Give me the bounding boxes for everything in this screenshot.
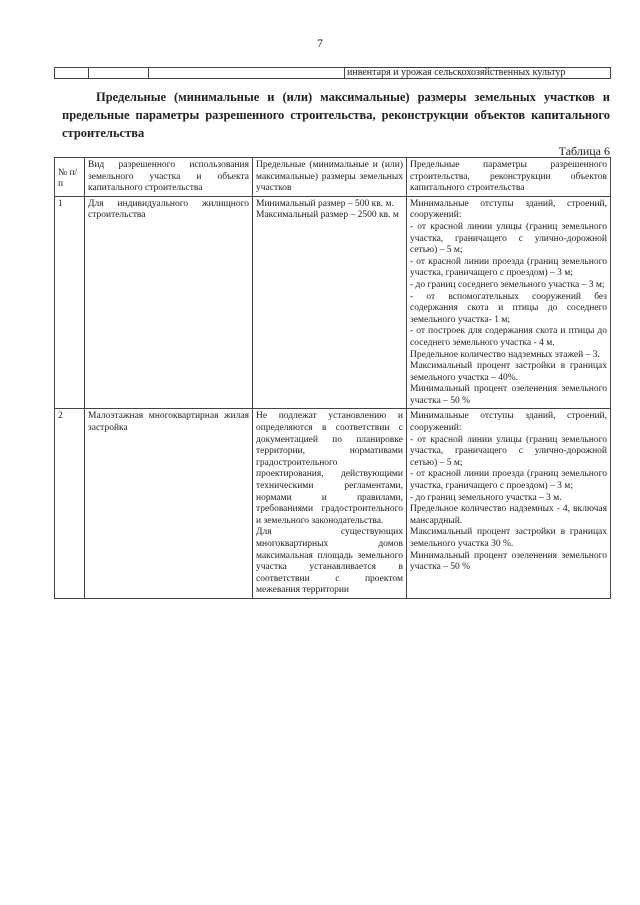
param-line: - от вспомогательных сооружений без содержания скота и птицы до соседнего земельного участка- 1 м; <box>410 291 607 325</box>
continuation-cell: инвентаря и урожая сельскохозяйственных культур <box>345 68 611 79</box>
row-use: Для индивидуального жилищного строительства <box>85 196 253 409</box>
row-use: Малоэтажная многоквартирная жилая застройка <box>85 409 253 599</box>
row-params <box>407 196 611 409</box>
size-line: Минимальный размер – 500 кв. м. <box>256 198 394 209</box>
table-row <box>55 196 611 409</box>
size-line: Для существующих многоквартирных домов максимальная площадь земельного участка устанавливается в соответствии с проектом межевания территории <box>256 527 403 596</box>
table-cell <box>89 68 149 79</box>
param-line: - от построек для содержания скота и птицы до соседнего земельного участка - 4 м. <box>410 326 607 348</box>
header-num <box>55 158 85 197</box>
param-line: - от красной линии проезда (границ земельного участка, граничащего с проездом) – 3 м; <box>410 256 607 279</box>
row-sizes <box>253 196 407 409</box>
table-row <box>55 409 611 599</box>
section-heading: Предельные (минимальные и (или) максимальные) размеры земельных участков и предельные параметры разрешенного строительства, реконструкции объектов капитального строительства <box>62 90 610 140</box>
size-line: Не подлежат установлению и определяются в соответствии с документацией по планировке территории, нормативами градостроительного проектирования, действующими техническими регламентами, нормами и правилами, требованиями градостроительного и земельного законодательства. <box>256 411 403 526</box>
header-params: Предельные параметры разрешенного строительства, реконструкции объектов капитального строительства <box>407 158 611 197</box>
param-line: - от красной линии проезда (границ земельного участка, граничащего с проездом) – 3 м; <box>410 469 607 492</box>
row-num: 1 <box>55 196 85 409</box>
param-line: Минимальные отступы зданий, строений, сооружений: <box>410 411 607 434</box>
param-line: Минимальные отступы зданий, строений, сооружений: <box>410 198 607 221</box>
param-line: Предельное количество надземных этажей – 3. <box>410 349 600 360</box>
row-num: 2 <box>55 409 85 599</box>
table-label: Таблица 6 <box>558 144 610 158</box>
table-header-row <box>55 158 611 197</box>
param-line: Предельное количество надземных - 4, включая мансардный. <box>410 504 607 526</box>
page-number: 7 <box>317 36 323 50</box>
header-use: Вид разрешенного использования земельного участка и объекта капитального строительства <box>85 158 253 197</box>
param-line: Максимальный процент застройки в границах земельного участка 30 %. <box>410 527 607 549</box>
header-sizes: Предельные (минимальные и (или) максимальные) размеры земельных участков <box>253 158 407 197</box>
param-line: Минимальный процент озеленения земельного участка – 50 % <box>410 384 607 406</box>
continuation-table <box>54 67 611 79</box>
param-line: Максимальный процент застройки в границах земельного участка – 40%. <box>410 361 607 383</box>
size-line: Максимальный размер – 2500 кв. м <box>256 210 399 221</box>
param-line: - от красной линии улицы (границ земельного участка, граничащего с улично-дорожной сетью) – 5 м; <box>410 434 607 468</box>
row-params <box>407 409 611 599</box>
table-row <box>55 68 611 79</box>
table-cell <box>55 68 89 79</box>
limits-table <box>54 157 611 599</box>
param-line: Минимальный процент озеленения земельного участка – 50 % <box>410 550 607 573</box>
param-line: - до границ земельного участка – 3 м. <box>410 492 562 503</box>
param-line: - до границ соседнего земельного участка – 3 м; <box>410 279 605 290</box>
header-num-text: № п/п <box>58 167 78 190</box>
row-sizes <box>253 409 407 599</box>
param-line: - от красной линии улицы (границ земельного участка, граничащего с улично-дорожной сетью) – 5 м; <box>410 221 607 256</box>
table-cell <box>149 68 345 79</box>
